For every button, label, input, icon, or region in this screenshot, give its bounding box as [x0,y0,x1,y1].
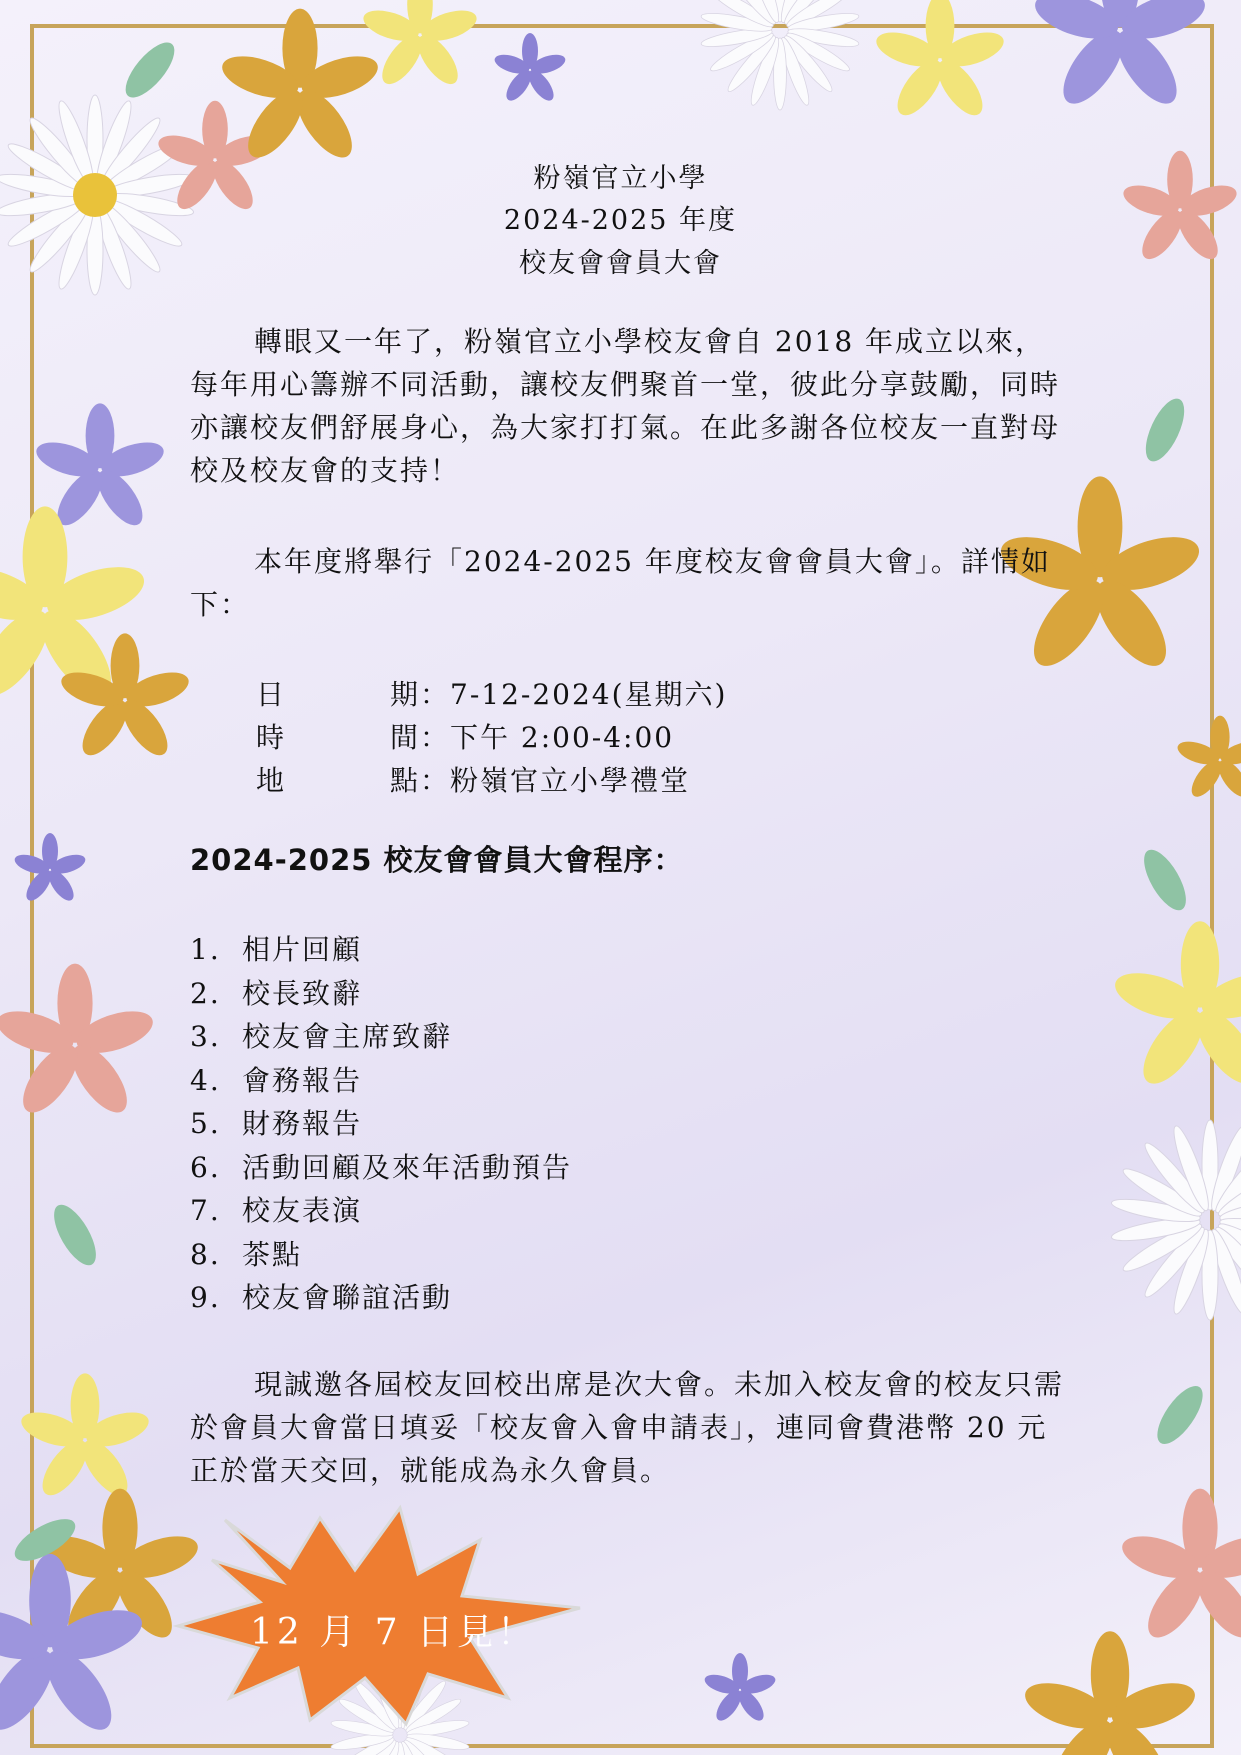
venue-label: 地點 [256,764,420,797]
time-label: 時間 [256,721,420,754]
school-name: 粉嶺官立小學 [533,163,708,194]
agenda-item: 8. 茶點 [190,1237,303,1271]
intro-paragraph: 轉眼又一年了，粉嶺官立小學校友會自 2018 年成立以來，每年用心籌辦不同活動，讓校友們聚首一堂，彼此分享鼓勵，同時亦讓校友們舒展身心，為大家打打氣。在此多謝各位校友一直對母校及校友會的支持！ [190,325,1061,487]
agenda-item: 2. 校長致辭 [190,976,363,1010]
time-row [256,716,674,756]
date-row [256,673,727,713]
event-title: 校友會會員大會 [519,248,722,279]
agenda-item: 7. 校友表演 [190,1194,363,1227]
agenda-item: 4. 會務報告 [190,1063,363,1097]
agenda-item: 9. 校友會聯誼活動 [190,1281,453,1314]
venue-value: ：粉嶺官立小學禮堂 [420,764,691,797]
date-label: 日期 [256,678,420,711]
school-year: 2024-2025 年度 [503,205,738,236]
agenda-item: 1. 相片回顧 [190,933,363,966]
closing-paragraph: 現誠邀各屆校友回校出席是次大會。未加入校友會的校友只需於會員大會當日填妥「校友會入會申請表」，連同會費港幣 20 元正於當天交回，就能成為永久會員。 [190,1368,1065,1487]
agenda-item: 5. 財務報告 [190,1107,363,1140]
date-value: ：7-12-2024(星期六) [420,678,728,711]
agenda-heading: 2024-2025 校友會會員大會程序： [190,843,684,877]
starburst-text: 12 月 7 日見！ [250,1612,538,1653]
agenda-list [190,928,572,1320]
announcement-paragraph: 本年度將舉行「2024-2025 年度校友會會員大會」。詳情如下： [190,545,1051,621]
agenda-item: 3. 校友會主席致辭 [190,1020,453,1053]
venue-row [256,759,690,799]
agenda-item: 6. 活動回顧及來年活動預告 [190,1150,573,1184]
time-value: ：下午 2:00-4:00 [420,721,675,754]
